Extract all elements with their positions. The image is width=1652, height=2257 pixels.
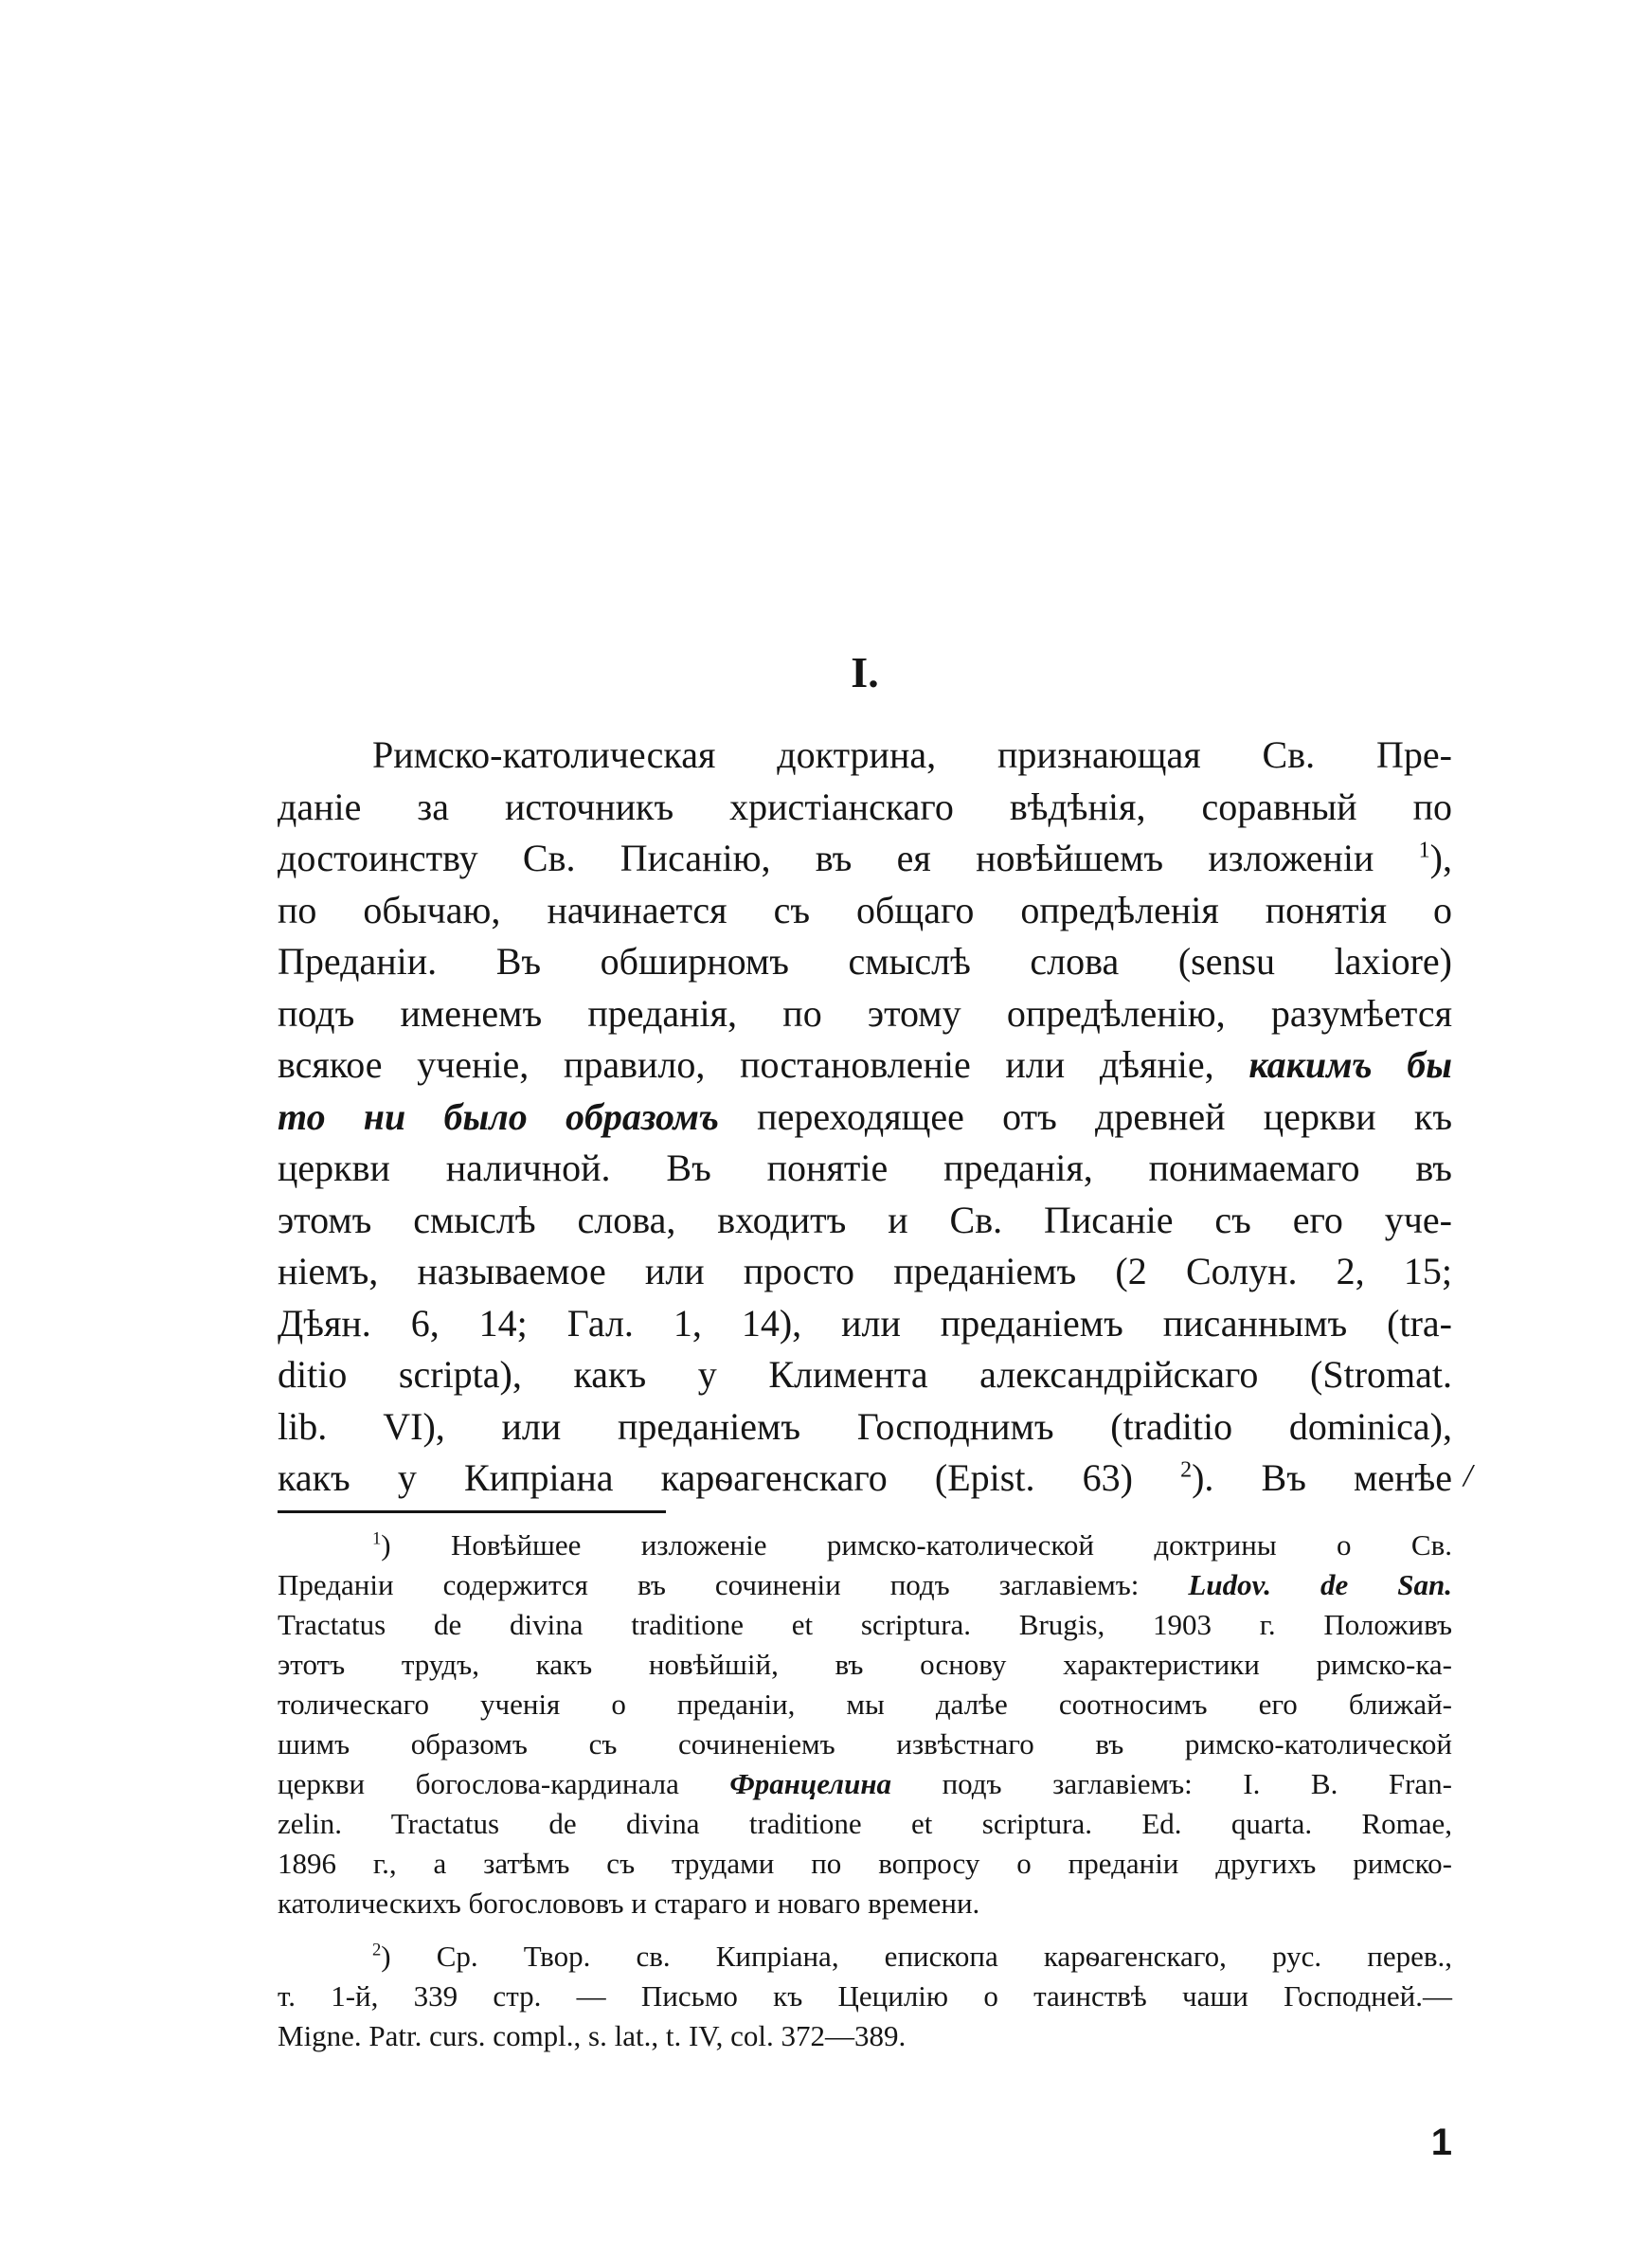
footnote-divider bbox=[278, 1510, 666, 1513]
line-text: всякое ученіе, правило, постановленіе или дѣяніе, bbox=[278, 1043, 1249, 1086]
footnote-line: шимъ образомъ съ сочиненіемъ извѣстнаго въ римско-католической bbox=[278, 1727, 1452, 1760]
line-text: ). Въ менѣе bbox=[1192, 1456, 1452, 1499]
footnote-line: католическихъ богослововъ и стараго и новаго времени. bbox=[278, 1887, 980, 1920]
footnote-1 bbox=[278, 1526, 1452, 1923]
footnote-2 bbox=[278, 1937, 1452, 2056]
line-text: ), bbox=[1429, 837, 1452, 879]
main-paragraph bbox=[278, 730, 1452, 1505]
emphasized-text: то ни было образомъ bbox=[278, 1094, 719, 1138]
paragraph-line: Дѣян. 6, 14; Гал. 1, 14), или преданіемъ писаннымъ (tra- bbox=[278, 1301, 1452, 1345]
paragraph-line bbox=[278, 833, 1452, 885]
footnote-marker: 1 bbox=[372, 1528, 382, 1549]
page-content bbox=[278, 0, 1473, 2257]
footnote-line bbox=[278, 1526, 1452, 1565]
paragraph-line bbox=[278, 1039, 1452, 1092]
line-text: какъ у Кипріана карѳагенскаго (Epist. 63) bbox=[278, 1456, 1181, 1499]
footnote-gap bbox=[278, 1923, 1452, 1937]
footnote-line: 1896 г., а затѣмъ съ трудами по вопросу о преданіи другихъ римско- bbox=[278, 1847, 1452, 1880]
footnote-marker: 2 bbox=[372, 1940, 382, 1960]
paragraph-line: lib. VI), или преданіемъ Господнимъ (traditio dominica), bbox=[278, 1404, 1452, 1448]
footnote-line: этотъ трудъ, какъ новѣйшій, въ основу характеристики римско-ка- bbox=[278, 1648, 1452, 1681]
footnote-line bbox=[278, 1764, 1452, 1804]
line-text: подъ заглавіемъ: I. B. Fran- bbox=[891, 1767, 1452, 1800]
line-text: ) Ср. Твор. св. Кипріана, епископа карѳагенскаго, рус. перев., bbox=[381, 1940, 1452, 1973]
paragraph-line: подъ именемъ преданія, по этому опредѣленію, разумѣется bbox=[278, 991, 1452, 1035]
footnotes bbox=[278, 1526, 1452, 2056]
paragraph-line: Преданіи. Въ обширномъ смыслѣ слова (sensu laxiore) bbox=[278, 940, 1452, 983]
footnote-ref[interactable]: 1 bbox=[1418, 838, 1430, 863]
paragraph-line bbox=[278, 1453, 1452, 1505]
paragraph-line: этомъ смыслѣ слова, входитъ и Св. Писаніе съ его уче- bbox=[278, 1198, 1452, 1241]
paragraph-line: даніе за источникъ христіанскаго вѣдѣнія, соравный по bbox=[278, 785, 1452, 828]
footnote-ref[interactable]: 2 bbox=[1180, 1457, 1193, 1483]
paragraph-line: по обычаю, начинается съ общаго опредѣленія понятія о bbox=[278, 888, 1452, 931]
margin-mark: / bbox=[1463, 1458, 1473, 1493]
emphasized-text: Францелина bbox=[729, 1767, 892, 1800]
footnote-line: zelin. Tractatus de divina traditione et scriptura. Ed. quarta. Romae, bbox=[278, 1807, 1452, 1840]
paragraph-line: церкви наличной. Въ понятіе преданія, понимаемаго въ bbox=[278, 1147, 1452, 1189]
footnote-line: Migne. Patr. curs. compl., s. lat., t. IV, col. 372—389. bbox=[278, 2019, 907, 2052]
line-text: ) Новѣйшее изложеніе римско-католической доктрины о Св. bbox=[381, 1528, 1452, 1562]
line-text: достоинству Св. Писанію, въ ея новѣйшемъ изложеніи bbox=[278, 837, 1419, 879]
chapter-heading: I. bbox=[851, 648, 879, 696]
paragraph-line bbox=[278, 1092, 1452, 1144]
paragraph-line: ditio scripta), какъ у Климента александрійскаго (Stromat. bbox=[278, 1353, 1452, 1396]
paragraph-line: ніемъ, называемое или просто преданіемъ (2 Солун. 2, 15; bbox=[278, 1250, 1452, 1292]
footnote-line bbox=[278, 1565, 1452, 1605]
line-text: Преданіи содержится въ сочиненіи подъ заглавіемъ: bbox=[278, 1568, 1189, 1601]
emphasized-text: Ludov. de San. bbox=[1188, 1568, 1452, 1601]
paragraph-line: Римско-католическая доктрина, признающая Св. Пре- bbox=[372, 733, 1452, 776]
page-number: 1 bbox=[1430, 2122, 1452, 2163]
footnote-line: т. 1-й, 339 стр. — Письмо къ Цецилію о таинствѣ чаши Господней.— bbox=[278, 1979, 1452, 2013]
footnote-line bbox=[278, 1937, 1452, 1977]
line-text: церкви богослова-кардинала bbox=[278, 1767, 730, 1800]
line-text: переходящее отъ древней церкви къ bbox=[718, 1094, 1452, 1138]
footnote-line: Tractatus de divina traditione et scriptura. Brugis, 1903 г. Положивъ bbox=[278, 1608, 1452, 1641]
emphasized-text: какимъ бы bbox=[1248, 1043, 1452, 1086]
footnote-line: толическаго ученія о преданіи, мы далѣе соотносимъ его ближай- bbox=[278, 1688, 1452, 1721]
